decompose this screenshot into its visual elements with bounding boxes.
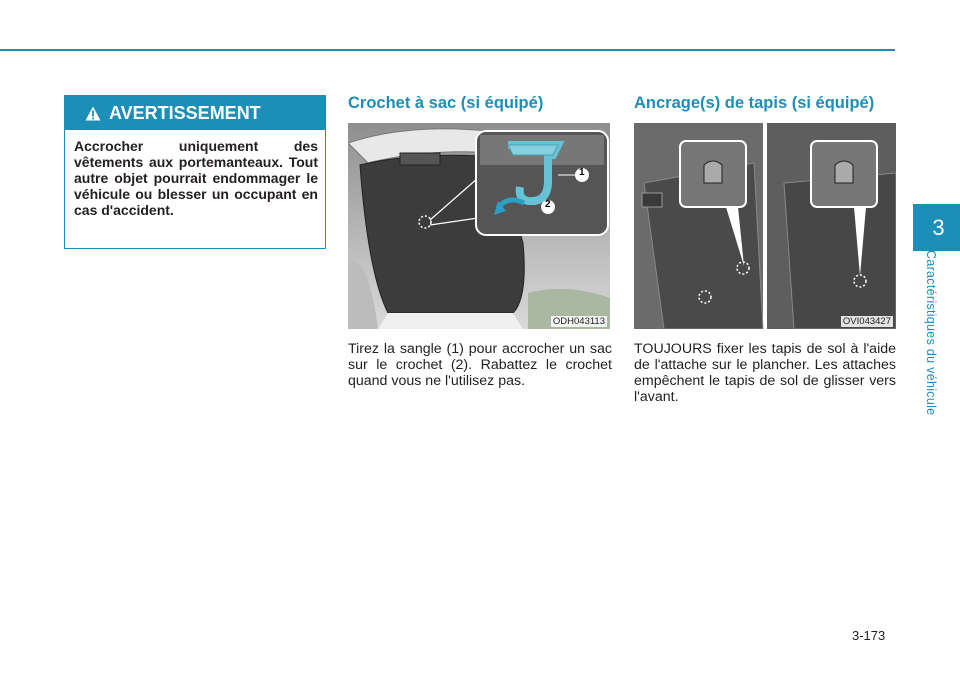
warning-box (64, 95, 326, 249)
chapter-title: Caractéristiques du véhicule (924, 250, 938, 416)
trunk-hook-illustration (348, 123, 610, 329)
hook-paragraph: Tirez la sangle (1) pour accrocher un sac sur le crochet (2). Rabattez le crochet quand vous ne l'utilisez pas. (348, 341, 612, 389)
mat-heading: Ancrage(s) de tapis (si équipé) (634, 94, 875, 112)
warning-triangle-icon (85, 106, 101, 121)
hook-heading: Crochet à sac (si équipé) (348, 94, 544, 112)
warning-text: Accrocher uniquement des vêtements aux portemanteaux. Tout autre objet pourrait endommager le véhicule ou blesser un occupant en cas d'accident. (74, 138, 318, 218)
chapter-tab (913, 204, 960, 251)
trunk-hook-figure (348, 123, 610, 329)
warning-header (65, 96, 325, 130)
mat-paragraph: TOUJOURS fixer les tapis de sol à l'aide de l'attache sur le plancher. Les attaches empêchent le tapis de sol de glisser vers l'avant. (634, 341, 896, 405)
callout-2: 2 (545, 199, 551, 210)
warning-title: AVERTISSEMENT (109, 102, 261, 123)
hook-figure-code: ODH043113 (552, 316, 605, 327)
mat-figure-code: OVI043427 (842, 316, 891, 327)
top-rule (0, 49, 895, 51)
callout-1: 1 (579, 167, 585, 178)
page-number: 3-173 (852, 628, 886, 643)
floor-mat-figure (634, 123, 896, 329)
floor-mat-illustration (634, 123, 896, 329)
chapter-number: 3 (932, 214, 945, 240)
chapter-title-vertical (918, 250, 942, 440)
